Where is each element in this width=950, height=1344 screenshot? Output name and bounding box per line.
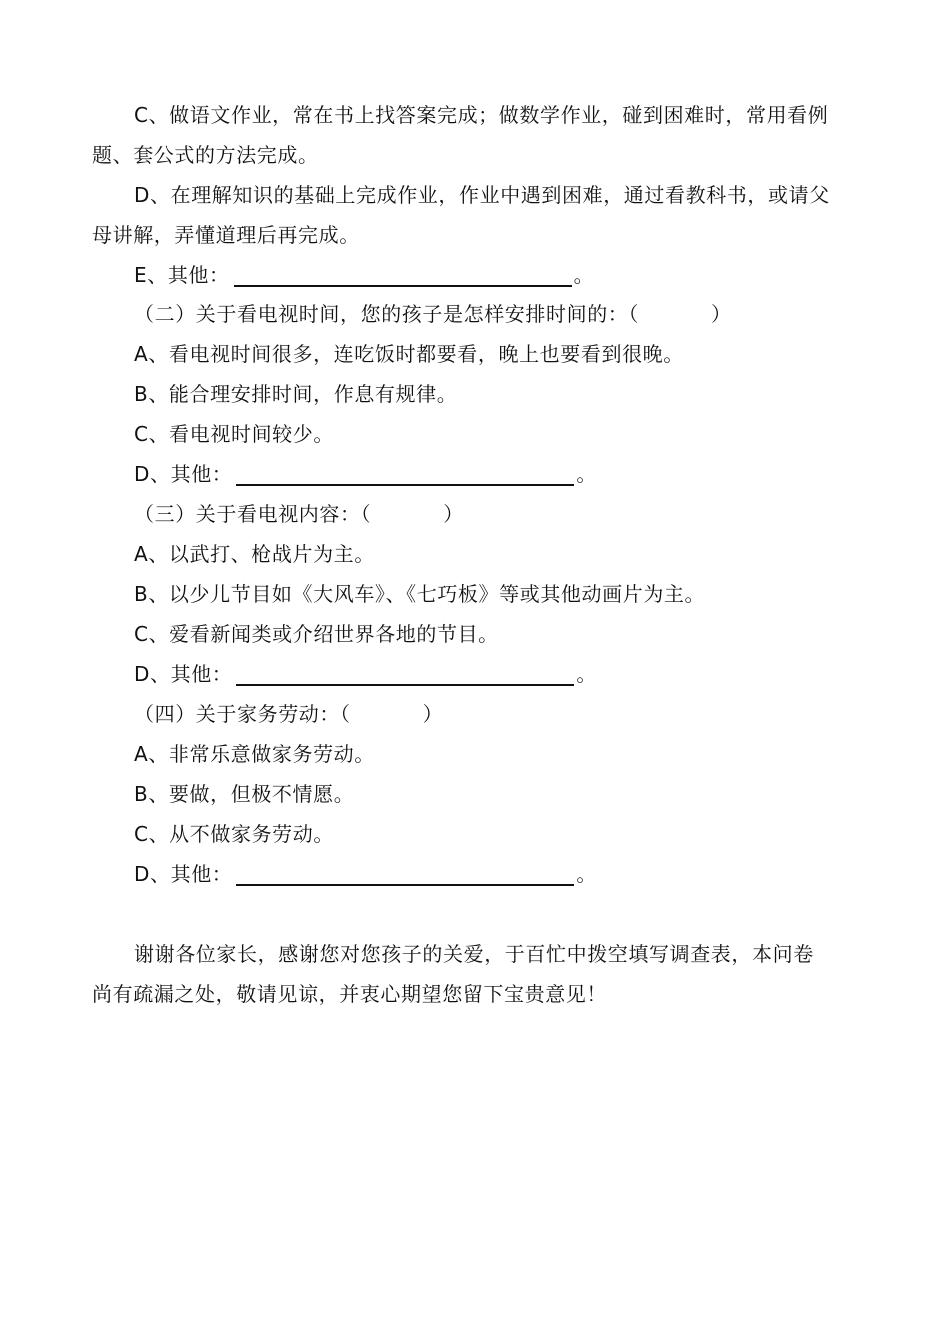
q1-other-blank[interactable] bbox=[234, 263, 572, 287]
q2-option-a: A、看电视时间很多，连吃饭时都要看，晚上也要看到很晚。 bbox=[134, 342, 684, 366]
q3-option-c: C、爱看新闻类或介绍世界各地的节目。 bbox=[134, 622, 499, 646]
q2-question-close: ） bbox=[711, 302, 732, 326]
q4-option-d-end: 。 bbox=[576, 862, 598, 886]
q4-other-blank[interactable] bbox=[236, 862, 574, 886]
closing-line2: 尚有疏漏之处，敬请见谅，并衷心期望您留下宝贵意见！ bbox=[92, 982, 607, 1006]
q4-question-text: （四）关于家务劳动：（ bbox=[134, 702, 351, 726]
q4-question-close: ） bbox=[422, 702, 444, 726]
q2-option-d bbox=[134, 462, 904, 486]
q4-option-a: A、非常乐意做家务劳动。 bbox=[134, 742, 375, 766]
q2-option-b: B、能合理安排时间，作息有规律。 bbox=[134, 382, 458, 406]
q1-option-c-line1: C、做语文作业，常在书上找答案完成；做数学作业，碰到困难时，常用看例 bbox=[134, 103, 829, 127]
q3-question-close: ） bbox=[443, 502, 464, 526]
q2-option-d-label: D、其他： bbox=[134, 462, 233, 486]
q3-option-b: B、以少儿节目如《大风车》、《七巧板》等或其他动画片为主。 bbox=[134, 582, 706, 606]
q1-option-d-line2: 母讲解，弄懂道理后再完成。 bbox=[92, 223, 360, 247]
q3-question-text: （三）关于看电视内容：（ bbox=[134, 502, 372, 526]
q4-option-b: B、要做，但极不情愿。 bbox=[134, 782, 355, 806]
q2-option-c: C、看电视时间较少。 bbox=[134, 422, 334, 446]
q4-option-d bbox=[134, 862, 904, 886]
q4-option-c: C、从不做家务劳动。 bbox=[134, 822, 334, 846]
q2-other-blank[interactable] bbox=[236, 462, 574, 486]
q1-option-e-end: 。 bbox=[573, 263, 595, 287]
q4-question bbox=[134, 702, 904, 726]
q3-option-d-label: D、其他： bbox=[134, 662, 233, 686]
q3-other-blank[interactable] bbox=[236, 662, 574, 686]
q1-option-d-line1: D、在理解知识的基础上完成作业，作业中遇到困难，通过看教科书，或请父 bbox=[134, 183, 830, 207]
q3-option-d bbox=[134, 662, 904, 686]
q3-option-a: A、以武打、枪战片为主。 bbox=[134, 542, 375, 566]
q1-option-c-line2: 题、套公式的方法完成。 bbox=[92, 143, 319, 167]
closing-line1: 谢谢各位家长，感谢您对您孩子的关爱，于百忙中拨空填写调查表，本问卷 bbox=[134, 942, 814, 966]
q2-question bbox=[134, 302, 904, 326]
q2-question-text: （二）关于看电视时间，您的孩子是怎样安排时间的：（ bbox=[134, 302, 639, 326]
q3-question bbox=[134, 502, 904, 526]
q1-option-e bbox=[134, 263, 904, 287]
q3-option-d-end: 。 bbox=[576, 662, 598, 686]
q4-option-d-label: D、其他： bbox=[134, 862, 233, 886]
q1-option-e-label: E、其他： bbox=[134, 263, 230, 287]
q2-option-d-end: 。 bbox=[576, 462, 598, 486]
